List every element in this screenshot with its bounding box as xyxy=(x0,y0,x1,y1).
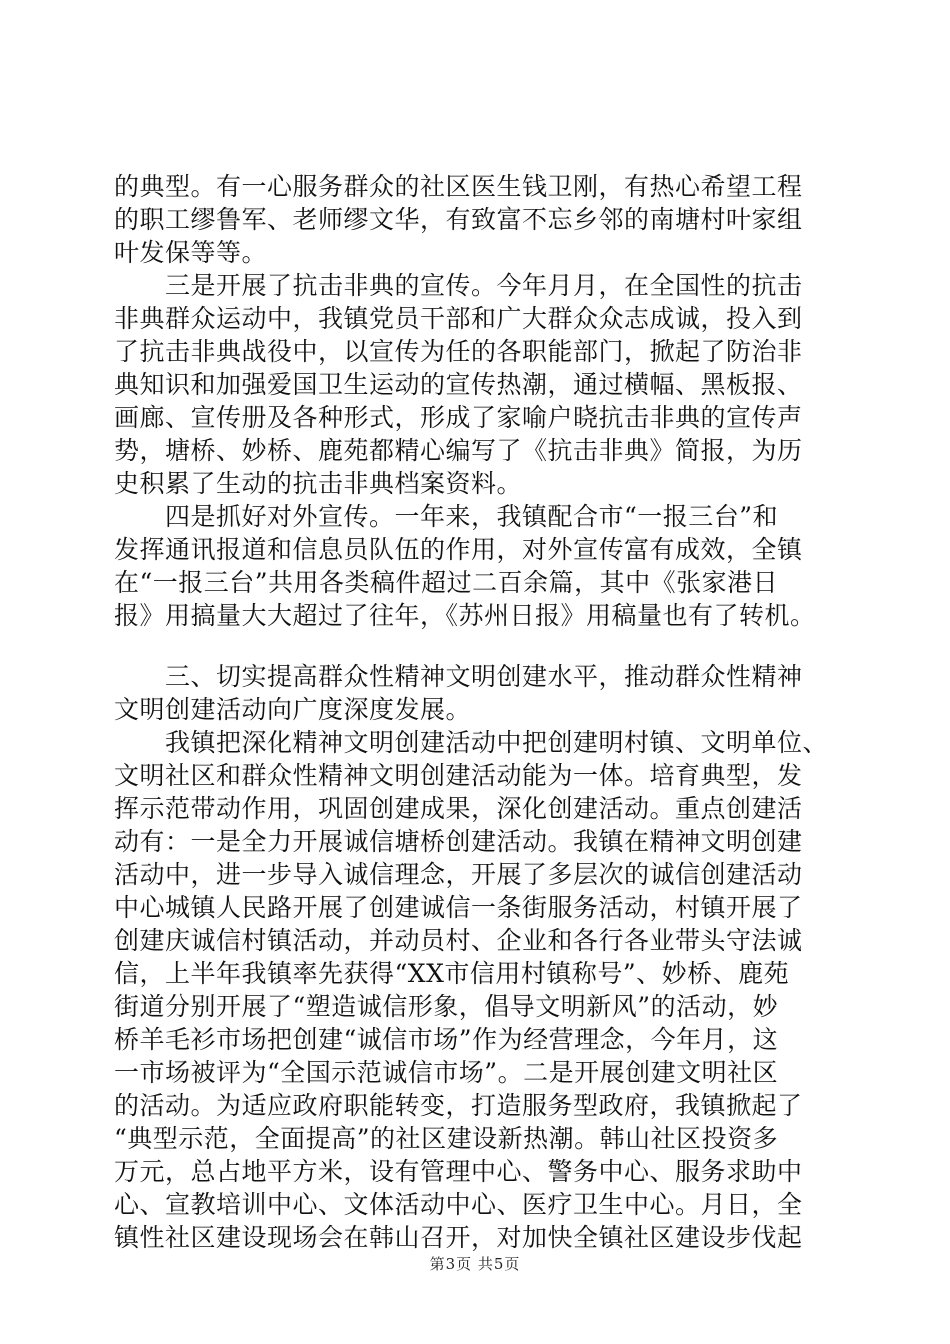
text-line: 发挥通讯报道和信息员队伍的作用，对外宣传富有成效，全镇 xyxy=(114,535,803,564)
text-line: 中心城镇人民路开展了创建诚信一条街服务活动，村镇开展了 xyxy=(114,893,803,922)
text-line: 了抗击非典战役中，以宣传为任的各职能部门，掀起了防治非 xyxy=(114,337,803,366)
page-footer: 第3页 共5页 xyxy=(429,1255,521,1273)
text-line: 势，塘桥、妙桥、鹿苑都精心编写了《抗击非典》简报，为历 xyxy=(114,436,803,465)
text-line: 史积累了生动的抗击非典档案资料。 xyxy=(114,469,523,498)
document-body xyxy=(114,170,834,1254)
text-line: 活动中，进一步导入诚信理念，开展了多层次的诚信创建活动 xyxy=(114,860,803,889)
text-line: 在“一报三台”共用各类稿件超过二百余篇，其中《张家港日 xyxy=(114,568,779,597)
text-line: 一市场被评为“全国示范诚信市场”。二是开展创建文明社区 xyxy=(114,1058,779,1087)
text-line: 三是开展了抗击非典的宣传。今年月月，在全国性的抗击 xyxy=(114,271,803,300)
text-line: 四是抓好对外宣传。一年来，我镇配合市“一报三台”和 xyxy=(114,502,779,531)
text-line: 非典群众运动中，我镇党员干部和广大群众众志成诚，投入到 xyxy=(114,304,803,333)
text-line: 报》用搞量大大超过了往年，《苏州日报》用稿量也有了转机。 xyxy=(114,601,816,630)
text-line: 文明社区和群众性精神文明创建活动能为一体。培育典型，发 xyxy=(114,761,803,790)
text-line: “典型示范，全面提高”的社区建设新热潮。韩山社区投资多 xyxy=(114,1124,779,1153)
text-line: 三、切实提高群众性精神文明创建水平，推动群众性精神 xyxy=(114,662,803,691)
text-line: 创建庆诚信村镇活动，并动员村、企业和各行各业带头守法诚 xyxy=(114,926,803,955)
text-line: 心、宣教培训中心、文体活动中心、医疗卫生中心。月日，全 xyxy=(114,1190,803,1219)
text-line: 的活动。为适应政府职能转变，打造服务型政府，我镇掀起了 xyxy=(114,1091,803,1120)
text-line: 桥羊毛衫市场把创建“诚信市场”作为经营理念，今年月，这 xyxy=(114,1025,779,1054)
text-line: 万元，总占地平方米，设有管理中心、警务中心、服务求助中 xyxy=(114,1157,803,1186)
section-gap xyxy=(114,632,834,660)
text-line: 文明创建活动向广度深度发展。 xyxy=(114,695,472,724)
text-line: 街道分别开展了“塑造诚信形象，倡导文明新风”的活动，妙 xyxy=(114,992,779,1021)
text-line: 信，上半年我镇率先获得“XX市信用村镇称号”、妙桥、鹿苑 xyxy=(114,959,790,988)
text-line: 动有：一是全力开展诚信塘桥创建活动。我镇在精神文明创建 xyxy=(114,827,803,856)
text-line: 镇性社区建设现场会在韩山召开，对加快全镇社区建设步伐起 xyxy=(114,1223,803,1252)
text-line: 画廊、宣传册及各种形式，形成了家喻户晓抗击非典的宣传声 xyxy=(114,403,803,432)
text-line: 典知识和加强爱国卫生运动的宣传热潮，通过横幅、黑板报、 xyxy=(114,370,803,399)
text-line: 我镇把深化精神文明创建活动中把创建明村镇、文明单位、 xyxy=(114,728,829,757)
text-line: 的职工缪鲁军、老师缪文华，有致富不忘乡邻的南塘村叶家组 xyxy=(114,205,803,234)
text-line: 挥示范带动作用，巩固创建成果，深化创建活动。重点创建活 xyxy=(114,794,803,823)
text-line: 叶发保等等。 xyxy=(114,238,268,267)
text-line: 的典型。有一心服务群众的社区医生钱卫刚，有热心希望工程 xyxy=(114,172,803,201)
